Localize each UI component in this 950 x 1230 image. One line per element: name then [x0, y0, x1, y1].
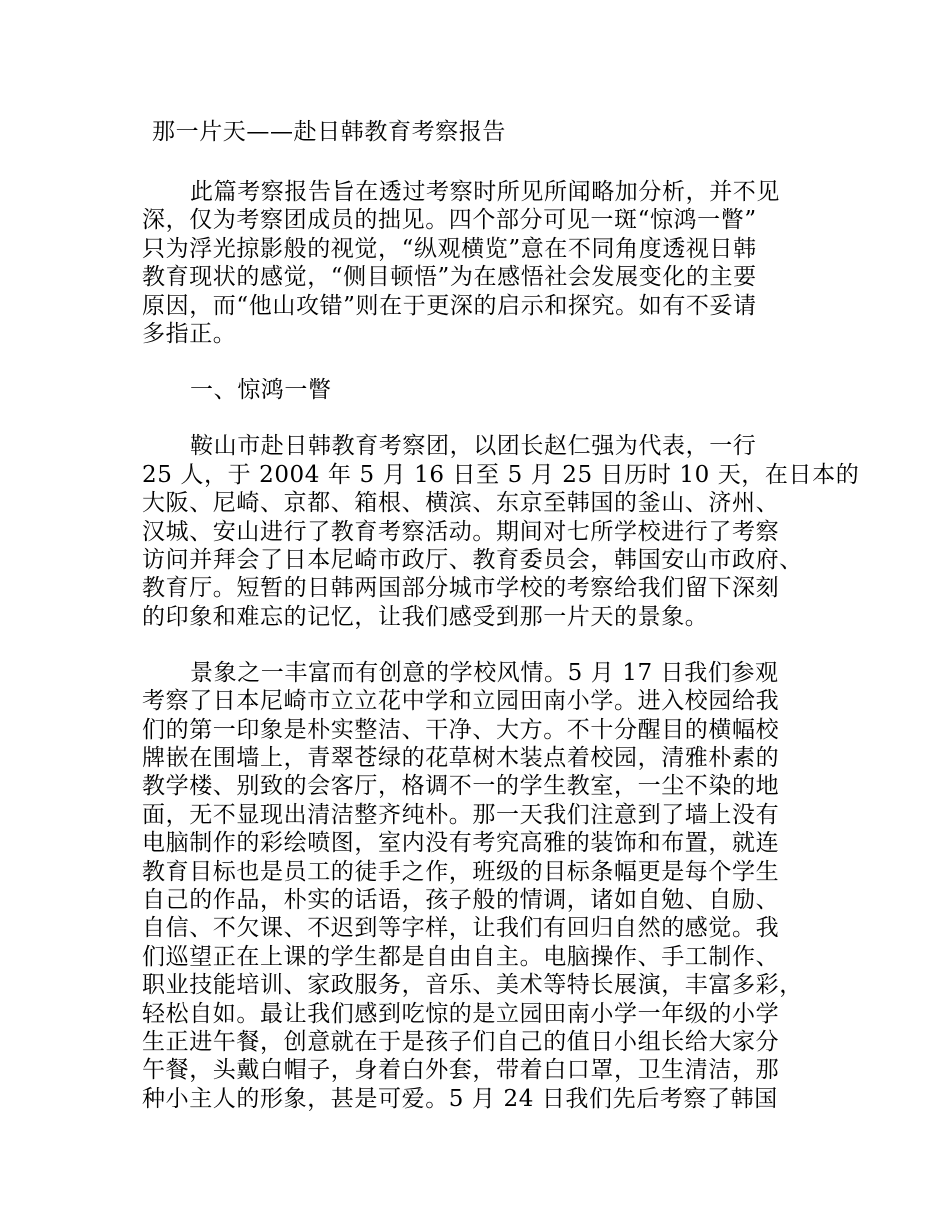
paragraph-line: 自信、不欠课、不迟到等字样，让我们有回归自然的感觉。我 [142, 915, 780, 941]
paragraph-line: 轻松自如。最让我们感到吃惊的是立园田南小学一年级的小学 [142, 1001, 780, 1027]
paragraph-line: 25 人，于 2004 年 5 月 16 日至 5 月 25 日历时 10 天，在日本的 [142, 462, 860, 488]
intro-line: 此篇考察报告旨在透过考察时所见所闻略加分析，并不见 [190, 179, 780, 205]
paragraph-line: 们的第一印象是朴实整洁、干净、大方。不十分醒目的横幅校 [142, 717, 780, 743]
paragraph-line: 景象之一丰富而有创意的学校风情。5 月 17 日我们参观 [190, 660, 779, 686]
paragraph-line: 鞍山市赴日韩教育考察团，以团长赵仁强为代表，一行 [190, 433, 757, 459]
paragraph-line: 的印象和难忘的记忆，让我们感受到那一片天的景象。 [142, 604, 709, 630]
paragraph-line: 教育目标也是员工的徒手之作，班级的目标条幅更是每个学生 [142, 859, 780, 885]
intro-line: 原因，而“他山攻错”则在于更深的启示和探究。如有不妥请 [142, 293, 757, 319]
section-heading: 一、惊鸿一瞥 [190, 377, 332, 403]
paragraph-line: 考察了日本尼崎市立立花中学和立园田南小学。进入校园给我 [142, 688, 780, 714]
intro-line: 教育现状的感觉，“侧目顿悟”为在感悟社会发展变化的主要 [142, 264, 757, 290]
paragraph-line: 午餐，头戴白帽子，身着白外套，带着白口罩，卫生清洁，那 [142, 1057, 780, 1083]
intro-line: 只为浮光掠影般的视觉，“纵观横览”意在不同角度透视日韩 [142, 236, 757, 262]
paragraph-line: 大阪、尼崎、京都、箱根、横滨、东京至韩国的釜山、济州、 [142, 490, 780, 516]
paragraph-line: 自己的作品，朴实的话语，孩子般的情调，诸如自勉、自励、 [142, 887, 780, 913]
paragraph-line: 汉城、安山进行了教育考察活动。期间对七所学校进行了考察 [142, 519, 780, 545]
paragraph-line: 生正进午餐，创意就在于是孩子们自己的值日小组长给大家分 [142, 1029, 780, 1055]
paragraph-line: 种小主人的形象，甚是可爱。5 月 24 日我们先后考察了韩国 [142, 1086, 778, 1112]
paragraph-line: 面，无不显现出清洁整齐纯朴。那一天我们注意到了墙上没有 [142, 802, 780, 828]
paragraph-line: 们巡望正在上课的学生都是自由自主。电脑操作、手工制作、 [142, 944, 780, 970]
document-title: 那一片天——赴日韩教育考察报告 [152, 119, 506, 145]
paragraph-line: 牌嵌在围墙上，青翠苍绿的花草树木装点着校园，清雅朴素的 [142, 745, 780, 771]
paragraph-line: 电脑制作的彩绘喷图，室内没有考究高雅的装饰和布置，就连 [142, 830, 780, 856]
intro-line: 多指正。 [142, 321, 237, 347]
intro-line: 深，仅为考察团成员的拙见。四个部分可见一斑“惊鸿一瞥” [142, 207, 757, 233]
paragraph-line: 职业技能培训、家政服务，音乐、美术等特长展演，丰富多彩， [142, 972, 803, 998]
paragraph-line: 访问并拜会了日本尼崎市政厅、教育委员会，韩国安山市政府、 [142, 547, 803, 573]
paragraph-line: 教育厅。短暂的日韩两国部分城市学校的考察给我们留下深刻 [142, 575, 780, 601]
paragraph-line: 教学楼、别致的会客厅，格调不一的学生教室，一尘不染的地 [142, 773, 780, 799]
